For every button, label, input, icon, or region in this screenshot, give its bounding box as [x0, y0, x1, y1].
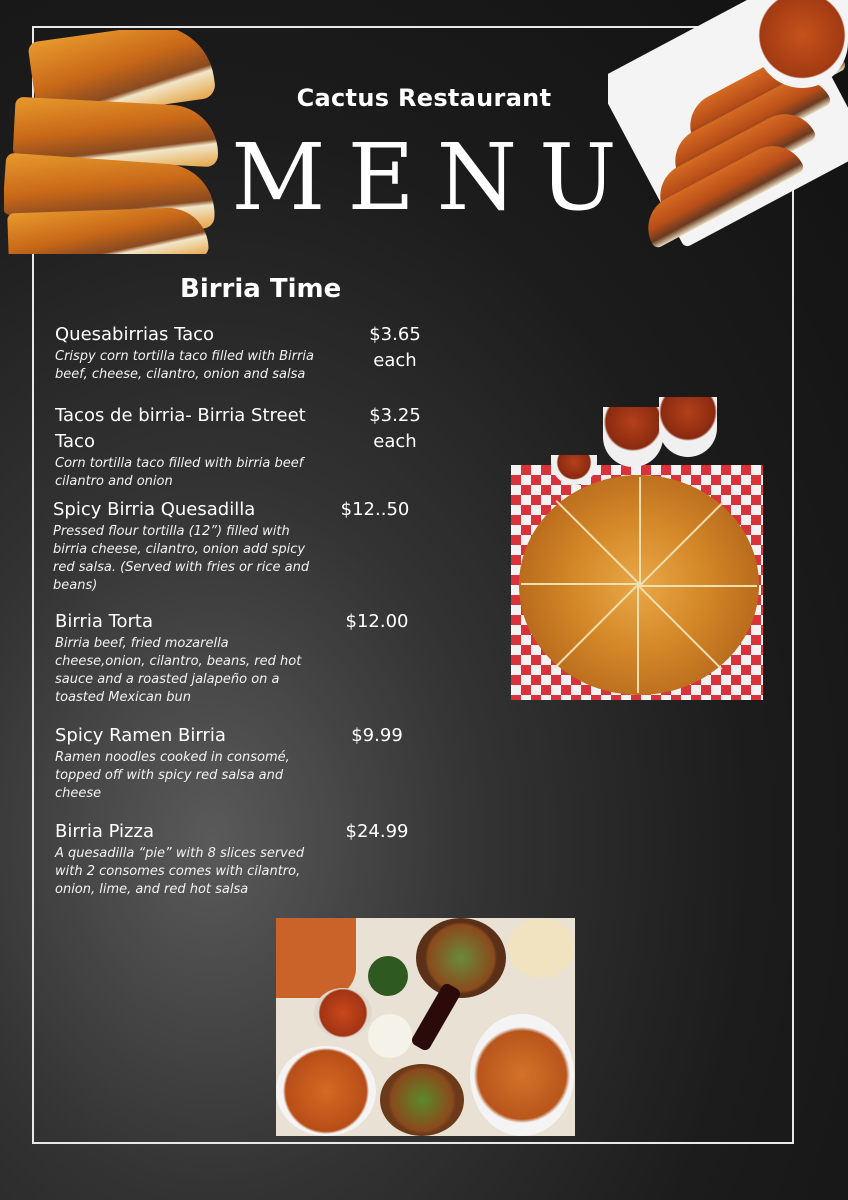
item-price: $9.99 — [351, 725, 403, 746]
item-description: Crispy corn tortilla taco filled with Birria beef, cheese, cilantro, onion and salsa — [55, 349, 314, 382]
menu-title: MENU — [231, 124, 639, 231]
item-name: Spicy Birria Quesadilla — [53, 499, 256, 520]
item-name: Spicy Ramen Birria — [55, 725, 226, 746]
menu-item — [55, 403, 435, 491]
item-description: A quesadilla “pie” with 8 slices served with 2 consomes comes with cilantro, onion, lime, and red hot salsa — [55, 846, 305, 897]
birria-spread-photo — [276, 918, 575, 1136]
item-description: Birria beef, fried mozarella cheese,onion, cilantro, beans, red hot sauce and a roasted jalapeño on a toasted Mexican bun — [55, 636, 302, 705]
item-price: $24.99 — [345, 821, 409, 842]
item-description: Pressed flour tortilla (12”) filled with birria cheese, cilantro, onion add spicy red salsa. (Served with fries or rice and beans) — [53, 524, 310, 593]
birria-pizza-photo — [511, 395, 763, 700]
item-description: Corn tortilla taco filled with birria beef cilantro and onion — [55, 456, 304, 489]
item-name: Birria Torta — [55, 611, 154, 632]
item-name: Tacos de birria- Birria Street Taco — [55, 405, 306, 452]
item-price: $3.25 each — [369, 405, 421, 452]
menu-item — [55, 819, 417, 899]
menu-item — [55, 322, 435, 384]
item-description: Ramen noodles cooked in consomé, topped off with spicy red salsa and cheese — [55, 750, 290, 801]
item-price: $12.00 — [345, 611, 409, 632]
menu-item — [53, 497, 415, 595]
item-name: Quesabirrias Taco — [55, 324, 215, 345]
item-price: $12..50 — [340, 499, 410, 520]
item-price: $3.65 each — [369, 324, 421, 371]
item-name: Birria Pizza — [55, 821, 154, 842]
menu-item — [55, 723, 417, 803]
menu-item — [55, 609, 417, 707]
restaurant-name: Cactus Restaurant — [296, 84, 552, 112]
section-title: Birria Time — [180, 274, 342, 304]
